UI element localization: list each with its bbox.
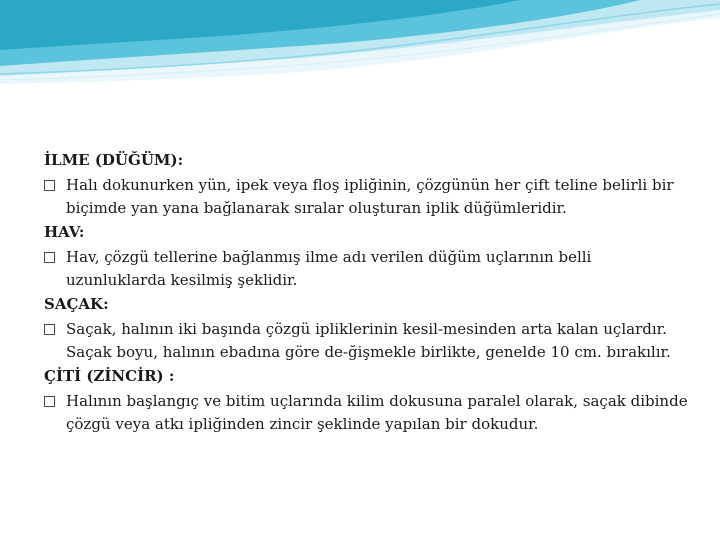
bullet-text: Saçak, halının iki başında çözgü ipliklerinin kesil-mesinden arta kalan uçlardır. Saçak boyu, halının ebadına göre de-ğişmekle birlikte, genelde 10 cm. bırakılır. [66, 320, 671, 361]
bullet-item [44, 174, 694, 220]
square-bullet-icon [44, 396, 55, 407]
definition-sacak [44, 294, 694, 364]
square-bullet-icon [44, 252, 55, 263]
square-bullet-icon [44, 324, 55, 335]
definition-ilme [44, 150, 694, 220]
section-heading: ÇİTİ (ZİNCİR) : [44, 367, 175, 385]
square-bullet-icon [44, 180, 55, 191]
bullet-text: Hav, çözgü tellerine bağlanmış ilme adı verilen düğüm uçlarının belli uzunluklarda kesilmiş şeklidir. [66, 248, 592, 289]
bullet-text: Halı dokunurken yün, ipek veya floş ipliğinin, çözgünün her çift teline belirli bir biçimde yan yana bağlanarak sıralar oluşturan iplik düğümleridir. [66, 176, 674, 217]
section-heading: HAV: [44, 223, 85, 241]
bullet-item [44, 390, 694, 436]
decorative-wave-banner [0, 0, 720, 90]
bullet-item [44, 246, 694, 292]
section-heading: İLME (DÜĞÜM): [44, 151, 184, 169]
definitions-body [44, 150, 694, 438]
bullet-item [44, 318, 694, 364]
section-heading: SAÇAK: [44, 295, 109, 313]
definition-hav [44, 222, 694, 292]
bullet-text: Halının başlangıç ve bitim uçlarında kilim dokusuna paralel olarak, saçak dibinde çözgü veya atkı ipliğinden zincir şeklinde yapılan bir dokudur. [66, 392, 688, 433]
definition-citi [44, 366, 694, 436]
